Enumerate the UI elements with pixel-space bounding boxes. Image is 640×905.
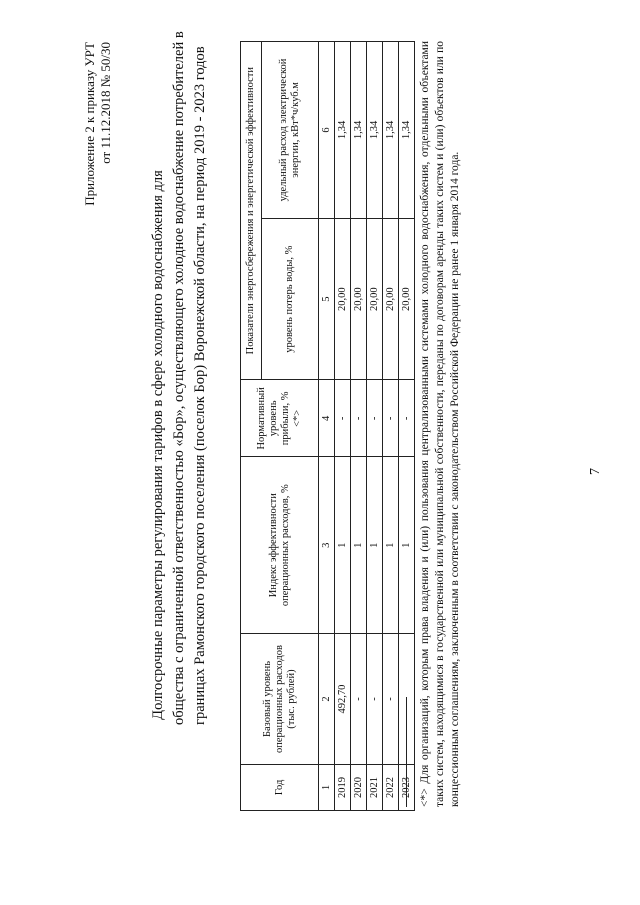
column-number: 6 <box>319 42 335 219</box>
table-body <box>319 42 415 811</box>
cell-losses: 20,00 <box>367 218 383 379</box>
appendix-line-2: от 11.12.2018 № 50/30 <box>98 42 113 164</box>
column-number: 3 <box>319 457 335 634</box>
cell-specific: 1,34 <box>335 42 351 219</box>
document-title <box>148 31 211 725</box>
cell-losses: 20,00 <box>351 218 367 379</box>
cell-profit: - <box>351 380 367 457</box>
column-number: 1 <box>319 764 335 810</box>
cell-efficiency: 1 <box>335 457 351 634</box>
cell-base: - <box>383 634 399 765</box>
cell-specific: 1,34 <box>351 42 367 219</box>
cell-base: - <box>351 634 367 765</box>
cell-profit: - <box>335 380 351 457</box>
header-efficiency-index: Индекс эффективности операционных расходов, % <box>241 457 319 634</box>
cell-efficiency: 1 <box>367 457 383 634</box>
cell-profit: - <box>399 380 415 457</box>
header-year: Год <box>241 764 319 810</box>
column-number-row <box>319 42 335 811</box>
footnote-divider <box>406 697 407 807</box>
cell-base: 492,70 <box>335 634 351 765</box>
cell-year: 2019 <box>335 764 351 810</box>
header-specific-energy: удельный расход электрической энергии, кВт*ч/куб.м <box>262 42 319 219</box>
header-energy-indicators: Показатели энергосбережения и энергетической эффективности <box>241 42 262 380</box>
page-number: 7 <box>588 468 603 475</box>
footnote: <*> Для организаций, которым права владения и (или) пользования централизованными системами холодного водоснабжения, отдельными объектами таких систем, находящимися в государственной или муниципальной собственности, переданы по договорам аренды таких систем и (или) объектов или по концессионным соглашениям, заключенным в соответствии с законодательством Российской Федерации не ранее 1 января 2014 года. <box>419 41 461 807</box>
cell-profit: - <box>383 380 399 457</box>
header-water-losses: уровень потерь воды, % <box>262 218 319 379</box>
header-base-opex: Базовый уровень операционных расходов (тыс. рублей) <box>241 634 319 765</box>
column-number: 4 <box>319 380 335 457</box>
cell-base: - <box>367 634 383 765</box>
table-row <box>351 42 367 811</box>
cell-specific: 1,34 <box>383 42 399 219</box>
cell-efficiency: 1 <box>351 457 367 634</box>
title-line-2: общества с ограниченной ответственностью «Бор», осуществляющего холодное водоснабжение потребителей в <box>171 31 187 725</box>
title-line-3: границах Рамонского городского поселения (поселок Бор) Воронежской области, на период 2019 - 2023 годов <box>192 46 208 725</box>
parameters-table <box>240 41 415 811</box>
cell-specific: 1,34 <box>399 42 415 219</box>
cell-efficiency: 1 <box>383 457 399 634</box>
cell-specific: 1,34 <box>367 42 383 219</box>
title-line-1: Долгосрочные параметры регулирования тарифов в сфере холодного водоснабжения для <box>150 170 166 720</box>
cell-losses: 20,00 <box>399 218 415 379</box>
cell-losses: 20,00 <box>383 218 399 379</box>
column-number: 2 <box>319 634 335 765</box>
cell-year: 2021 <box>367 764 383 810</box>
cell-year: 2023 <box>399 764 415 810</box>
table-row <box>335 42 351 811</box>
header-profit-level: Нормативный уровень прибыли, % <*> <box>241 380 319 457</box>
cell-year: 2020 <box>351 764 367 810</box>
table-row <box>383 42 399 811</box>
cell-base: - <box>399 634 415 765</box>
table-header-row <box>241 42 262 811</box>
cell-profit: - <box>367 380 383 457</box>
appendix-line-1: Приложение 2 к приказу УРТ <box>82 42 97 206</box>
appendix-reference <box>82 42 114 302</box>
cell-losses: 20,00 <box>335 218 351 379</box>
table-row <box>399 42 415 811</box>
cell-year: 2022 <box>383 764 399 810</box>
cell-efficiency: 1 <box>399 457 415 634</box>
column-number: 5 <box>319 218 335 379</box>
table-row <box>367 42 383 811</box>
